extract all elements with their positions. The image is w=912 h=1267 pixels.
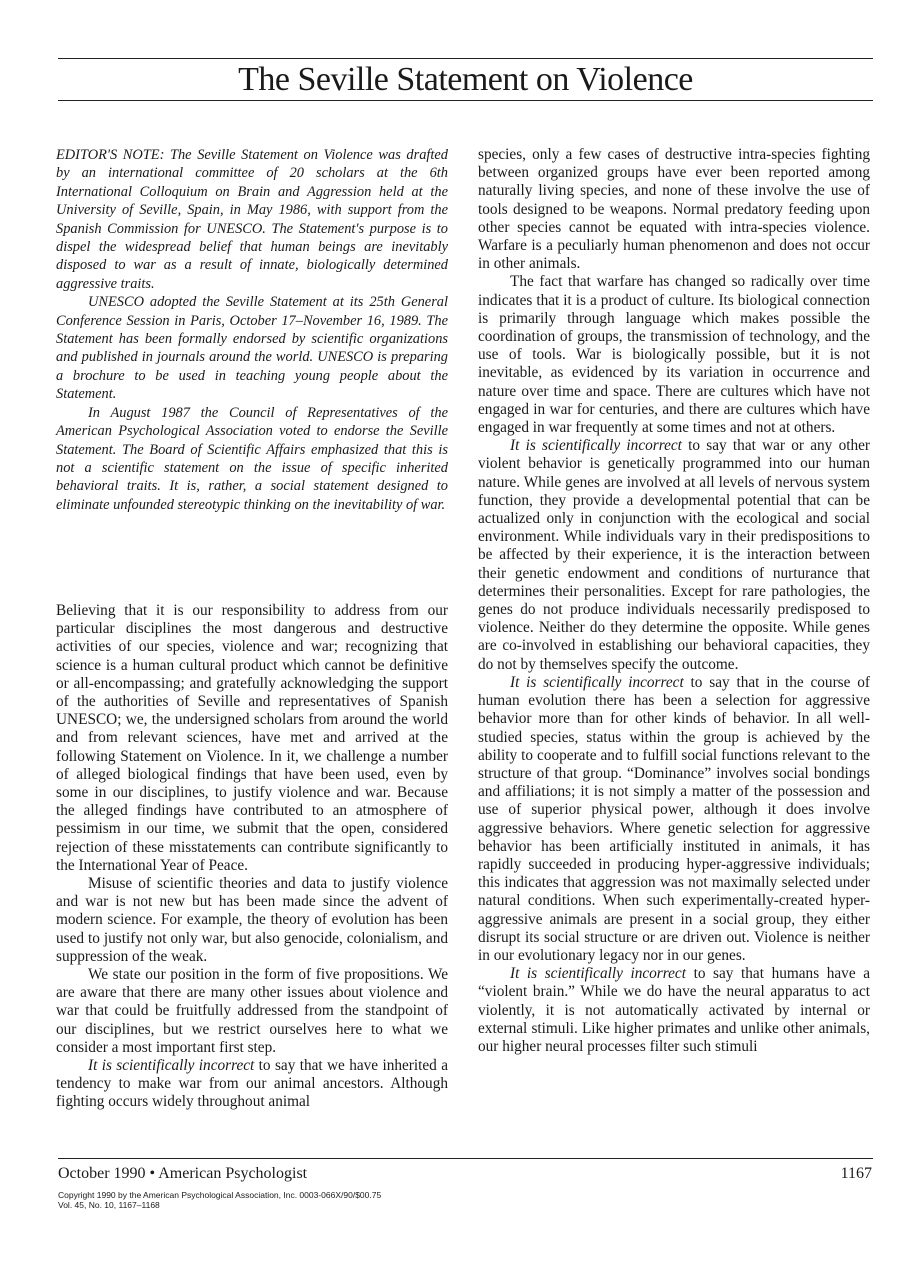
paragraph-text: to say that war or any other violent behavior is genetically programmed into our human nature. While genes are involved at all levels of nervous system function, they provide a developmental potential that can be actualized only in conjunction with the ecological and social environment. While individuals vary in their predispositions to be affected by their experience, it is the interaction between their genetic endowment and conditions of nurturance that determines their personalities. Except for rare pathologies, the genes do not produce individuals necessarily predisposed to violence. Neither do they determine the opposite. While genes are co-involved in establishing our behavioral capacities, they do not by themselves specify the outcome. xyxy=(478,437,870,673)
emphasis-phrase: It is scientifically incorrect xyxy=(510,965,686,983)
footer-rule xyxy=(58,1158,873,1159)
copyright-line: Copyright 1990 by the American Psychological Association, Inc. 0003-066X/90/$00.75 xyxy=(58,1190,382,1200)
body-paragraph: The fact that warfare has changed so radically over time indicates that it is a product of culture. Its biological connection is primarily through language which makes possible the coordination of groups, the transmission of technology, and the use of tools. War is biologically possible, but it is not inevitable, as evidenced by its variation in occurrence and nature over time and space. There are cultures which have not engaged in war for centuries, and there are cultures which have engaged in war frequently at some times and not at others. xyxy=(478,273,870,437)
article-title: The Seville Statement on Violence xyxy=(238,61,693,98)
editor-note-paragraph: In August 1987 the Council of Representatives of the American Psychological Association voted to endorse the Seville Statement. The Board of Scientific Affairs emphasized that this is not a scientific statement on the issue of specific inherited behavioral traits. It is, rather, a social statement designed to eliminate unfounded stereotypic thinking on the inevitability of war. xyxy=(56,404,448,513)
body-paragraph: Misuse of scientific theories and data to justify violence and war is not new but has been made since the advent of modern science. For example, the theory of evolution has been used to justify not only war, but also genocide, colonialism, and suppression of the weak. xyxy=(56,875,448,965)
emphasis-phrase: It is scientifically incorrect xyxy=(510,673,684,691)
body-paragraph: We state our position in the form of five propositions. We are aware that there are many other issues about violence and war that could be fruitfully addressed from the standpoint of our disciplines, but we restrict ourselves here to what we consider a most important first step. xyxy=(56,966,448,1056)
paragraph-text: to say that humans have a “violent brain.” While we do have the neural apparatus to act violently, it is not automatically activated by internal or external stimuli. Like higher primates and unlike other animals, our higher neural processes filter such stimuli xyxy=(478,965,870,1055)
body-paragraph xyxy=(478,674,870,965)
left-column-body xyxy=(56,602,448,1112)
right-column-body xyxy=(478,146,870,1056)
editor-note-paragraph: UNESCO adopted the Seville Statement at its 25th General Conference Session in Paris, October 17–November 16, 1989. The Statement has been formally endorsed by scientific organizations and published in journals around the world. UNESCO is preparing a brochure to be used in teaching young people about the Statement. xyxy=(56,294,448,403)
copyright-notice xyxy=(58,1190,381,1210)
paragraph-text: to say that in the course of human evolution there has been a selection for aggressive behavior more than for other kinds of behavior. In all well-studied species, status within the group is achieved by the ability to cooperate and to fulfill social functions relevant to the structure of that group. “Dominance” involves social bondings and affiliations; it is not simply a matter of the possession and use of superior physical power, although it does involve aggressive behaviors. Where genetic selection for aggressive behavior has been artificially instituted in animals, it has rapidly succeeded in producing hyper-aggressive individuals; this indicates that aggression was not maximally selected under natural conditions. When such experimentally-created hyper-aggressive animals are present in a social group, they either disrupt its social structure or are driven out. Violence is neither in our evolutionary legacy nor in our genes. xyxy=(478,673,870,964)
body-paragraph: Believing that it is our responsibility to address from our particular disciplines the most dangerous and destructive activities of our species, violence and war; recognizing that science is a human cultural product which cannot be definitive or all-encompassing; and gratefully acknowledging the support of the authorities of Seville and representatives of Spanish UNESCO; we, the undersigned scholars from around the world and from relevant sciences, have met and arrived at the following Statement on Violence. In it, we challenge a number of alleged biological findings that have been used, even by some in our disciplines, to justify violence and war. Because the alleged findings have contributed to an atmosphere of pessimism in our time, we submit that the open, considered rejection of these misstatements can contribute significantly to the International Year of Peace. xyxy=(56,602,448,874)
editor-note xyxy=(56,146,448,514)
top-rule xyxy=(58,58,873,59)
body-paragraph xyxy=(56,1057,448,1112)
volume-line: Vol. 45, No. 10, 1167–1168 xyxy=(58,1200,160,1210)
journal-citation: October 1990 • American Psychologist xyxy=(58,1165,308,1182)
paragraph-text: to say that we have inherited a tendency to make war from our animal ancestors. Although fighting occurs widely throughout animal xyxy=(56,1057,448,1111)
title-rule xyxy=(58,100,873,101)
emphasis-phrase: It is scientifically incorrect xyxy=(88,1057,255,1075)
page-number: 1167 xyxy=(840,1165,872,1182)
body-paragraph xyxy=(478,965,870,1056)
editor-note-paragraph: EDITOR'S NOTE: The Seville Statement on Violence was drafted by an international committee of 20 scholars at the 6th International Colloquium on Brain and Aggression held at the University of Seville, Spain, in May 1986, with support from the Spanish Commission for UNESCO. The Statement's purpose is to dispel the widespread belief that human beings are inevitably disposed to war as a result of innate, biologically determined aggressive traits. xyxy=(56,147,448,292)
emphasis-phrase: It is scientifically incorrect xyxy=(510,437,682,455)
body-paragraph: species, only a few cases of destructive intra-species fighting between organized groups have ever been reported among naturally living species, and none of these involve the use of tools designed to be weapons. Normal predatory feeding upon other species cannot be equated with intra-species violence. Warfare is a peculiarly human phenomenon and does not occur in other animals. xyxy=(478,146,870,273)
body-paragraph xyxy=(478,437,870,674)
